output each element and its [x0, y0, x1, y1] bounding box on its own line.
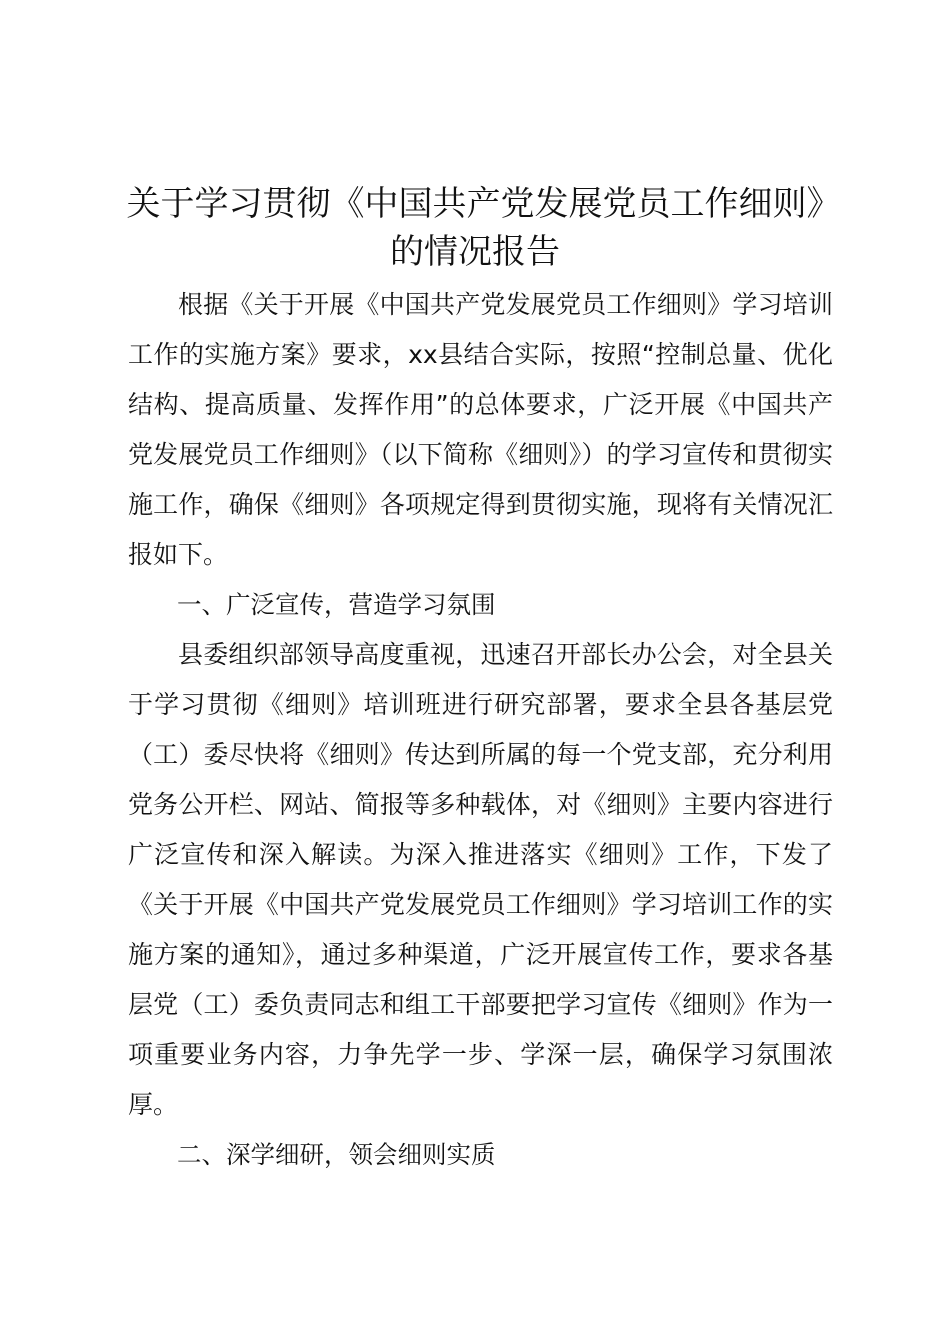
document-title: 关于学习贯彻《中国共产党发展党员工作细则》的情况报告	[126, 184, 824, 272]
document-body	[128, 280, 833, 1180]
section-1-paragraph: 县委组织部领导高度重视，迅速召开部长办公会，对全县关于学习贯彻《细则》培训班进行研究部署，要求全县各基层党（工）委尽快将《细则》传达到所属的每一个党支部，充分利用党务公开栏、网站、简报等多种载体，对《细则》主要内容进行广泛宣传和深入解读。为深入推进落实《细则》工作，下发了《关于开展《中国共产党发展党员工作细则》学习培训工作的实施方案的通知》，通过多种渠道，广泛开展宣传工作，要求各基层党（工）委负责同志和组工干部要把学习宣传《细则》作为一项重要业务内容，力争先学一步、学深一层，确保学习氛围浓厚。	[128, 640, 833, 1119]
section-heading-2: 二、深学细研，领会细则实质	[177, 1140, 496, 1169]
intro-paragraph: 根据《关于开展《中国共产党发展党员工作细则》学习培训工作的实施方案》要求，xx县结合实际，按照“控制总量、优化结构、提高质量、发挥作用”的总体要求，广泛开展《中国共产党发展党员工作细则》（以下简称《细则》）的学习宣传和贯彻实施工作，确保《细则》各项规定得到贯彻实施，现将有关情况汇报如下。	[128, 290, 833, 569]
section-heading-1: 一、广泛宣传，营造学习氛围	[177, 590, 496, 619]
